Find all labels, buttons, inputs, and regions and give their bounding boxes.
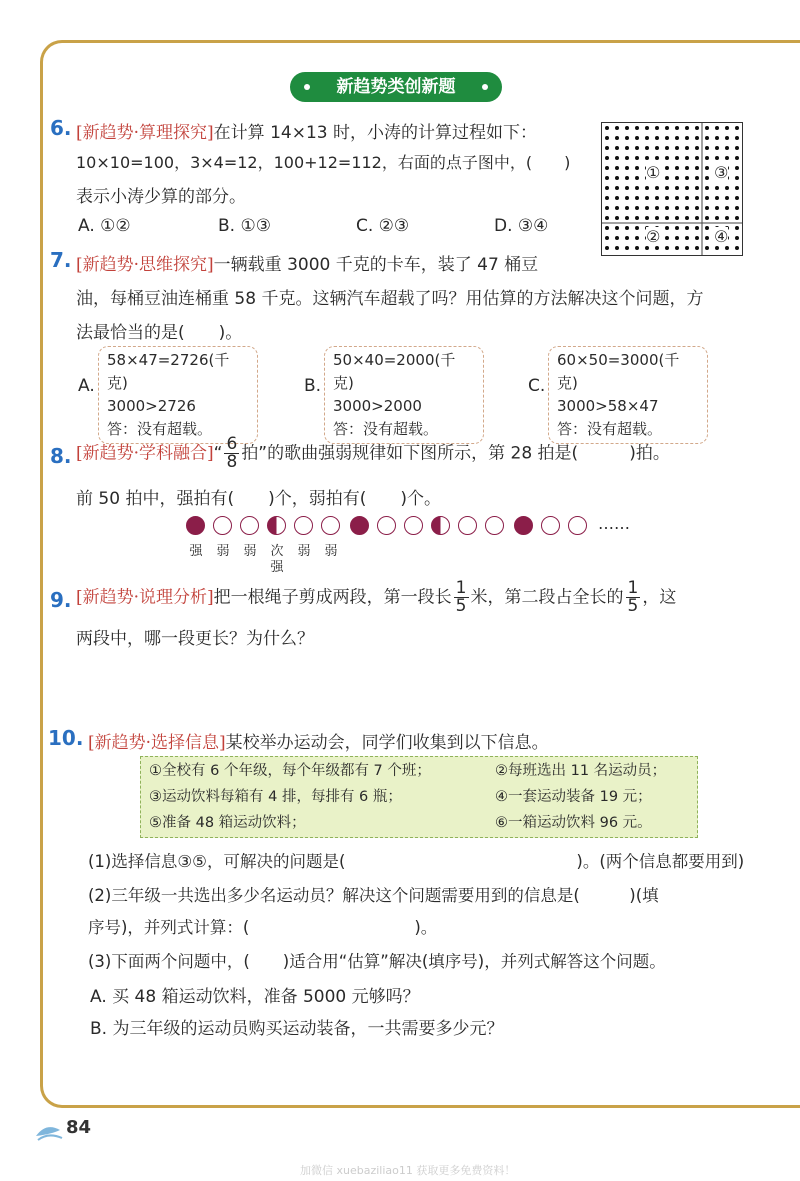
grid-dot (705, 136, 709, 140)
grid-dot (625, 236, 629, 240)
beat-ellipsis: …… (598, 514, 630, 533)
beat-label-4b: 强 (270, 560, 284, 575)
grid-dot (645, 136, 649, 140)
grid-dot (605, 216, 609, 220)
grid-dot (625, 196, 629, 200)
q9-number: 9. (50, 588, 72, 612)
grid-dot (675, 146, 679, 150)
grid-dot (645, 146, 649, 150)
grid-dot (665, 226, 669, 230)
grid-dot (705, 246, 709, 250)
q10-sub2b: 序号)，并列式计算：( )。 (88, 918, 438, 937)
q10-line1 (88, 728, 549, 753)
grid-dot (705, 126, 709, 130)
q9-t1: 把一根绳子剪成两段，第一段长 (213, 587, 452, 608)
grid-label-3: ③ (714, 163, 729, 182)
q7-line1 (76, 250, 538, 275)
banner-title: 新趋势类创新题 (336, 77, 456, 97)
grid-dot (615, 166, 619, 170)
fish-logo-icon (34, 1120, 66, 1142)
grid-dot (695, 146, 699, 150)
beat-label-1: 强 (189, 544, 203, 559)
grid-dot (695, 236, 699, 240)
grid-dot (625, 176, 629, 180)
q8-tag: [新趋势·学科融合] (76, 443, 214, 464)
grid-dot (715, 126, 719, 130)
q9-line2: 两段中，哪一段更长？为什么？ (76, 629, 314, 649)
q8-line2: 前 50 拍中，强拍有( )个，弱拍有( )个。 (76, 489, 441, 509)
grid-dot (705, 216, 709, 220)
grid-dot (685, 146, 689, 150)
grid-dot (665, 186, 669, 190)
grid-dot (685, 206, 689, 210)
beat-6 (321, 516, 340, 535)
grid-dot (605, 126, 609, 130)
q10-tag: [新趋势·选择信息] (88, 733, 226, 753)
q9-t2: 米，第二段占全长的 (470, 587, 624, 608)
grid-dot (625, 216, 629, 220)
q9-tag: [新趋势·说理分析] (76, 587, 214, 608)
grid-dot (715, 156, 719, 160)
grid-dot (655, 136, 659, 140)
grid-dot (615, 176, 619, 180)
grid-dot (655, 126, 659, 130)
grid-dot (665, 126, 669, 130)
beat-12 (485, 516, 504, 535)
grid-dot (715, 136, 719, 140)
grid-dot (635, 136, 639, 140)
grid-dot (725, 186, 729, 190)
grid-dot (695, 156, 699, 160)
grid-dot (725, 156, 729, 160)
q9-f1-den: 5 (455, 596, 467, 616)
beat-label-4: 次 (270, 544, 284, 559)
grid-dot (695, 196, 699, 200)
grid-dot (675, 176, 679, 180)
info-3: ③运动饮料每箱有 4 排，每排有 6 瓶； (149, 789, 402, 805)
q7-line2: 油，每桶豆油连桶重 58 千克。这辆汽车超载了吗？用估算的方法解决这个问题，方 (76, 289, 704, 309)
grid-dot (705, 156, 709, 160)
q8-fraction (224, 436, 239, 471)
grid-dot (685, 186, 689, 190)
q7-option-c-letter: C. (528, 376, 546, 396)
q10-sub3: (3)下面两个问题中，( )适合用“估算”解决(填序号)，并列式解答这个问题。 (88, 952, 666, 971)
beat-label-6: 弱 (324, 544, 338, 559)
grid-dot (675, 196, 679, 200)
page-number: 84 (66, 1117, 92, 1138)
grid-dot (675, 236, 679, 240)
grid-dot (635, 226, 639, 230)
q9-f2-den: 5 (627, 596, 639, 616)
grid-dot (735, 186, 739, 190)
q10-text1: 某校举办运动会，同学们收集到以下信息。 (225, 733, 549, 753)
beat-4 (267, 516, 286, 535)
grid-dot (685, 176, 689, 180)
grid-dot (635, 186, 639, 190)
grid-dot (615, 196, 619, 200)
grid-dot (695, 176, 699, 180)
grid-dot (615, 186, 619, 190)
grid-dot (605, 246, 609, 250)
q6-tag: [新趋势·算理探究] (76, 123, 214, 143)
grid-dot (685, 166, 689, 170)
grid-dot (615, 246, 619, 250)
banner-dot-right (482, 84, 488, 90)
grid-dot (735, 236, 739, 240)
grid-dot (725, 246, 729, 250)
grid-dot (615, 216, 619, 220)
q10-question-a: A. 买 48 箱运动饮料，准备 5000 元够吗？ (90, 987, 420, 1007)
grid-dot (615, 156, 619, 160)
q7-line3: 法最恰当的是( )。 (76, 323, 243, 343)
grid-dot (635, 146, 639, 150)
grid-dot (685, 236, 689, 240)
grid-dot (645, 126, 649, 130)
grid-dot (695, 216, 699, 220)
grid-dot (735, 146, 739, 150)
grid-dot (635, 246, 639, 250)
grid-dot (735, 126, 739, 130)
grid-dot (665, 146, 669, 150)
grid-dot (715, 216, 719, 220)
q7-a-l3: 答：没有超载。 (107, 420, 213, 438)
grid-dot (725, 206, 729, 210)
grid-dot (635, 196, 639, 200)
q9-t3: ，这 (642, 587, 677, 608)
q7-option-c-box (548, 346, 708, 444)
grid-dot (735, 136, 739, 140)
info-2: ②每班选出 11 名运动员； (495, 763, 667, 779)
grid-dot (705, 226, 709, 230)
grid-dot (635, 156, 639, 160)
info-4: ④一套运动装备 19 元； (495, 789, 652, 805)
grid-dot (605, 206, 609, 210)
q9-f1-num: 1 (455, 578, 467, 598)
grid-dot (675, 166, 679, 170)
grid-dot (715, 146, 719, 150)
grid-dot (675, 246, 679, 250)
grid-dot (625, 156, 629, 160)
grid-dot (625, 166, 629, 170)
grid-dot (685, 226, 689, 230)
grid-dot (675, 126, 679, 130)
q8-pre: “ (213, 443, 223, 464)
q8-number: 8. (50, 444, 72, 468)
grid-dot (645, 216, 649, 220)
grid-dot (695, 246, 699, 250)
q7-b-l2: 3000>2000 (333, 397, 422, 415)
grid-dot (635, 126, 639, 130)
grid-dot (665, 236, 669, 240)
grid-dot (615, 146, 619, 150)
grid-dot (665, 156, 669, 160)
grid-dot (695, 226, 699, 230)
q7-b-l3: 答：没有超载。 (333, 420, 439, 438)
grid-dot (735, 216, 739, 220)
q7-option-a-letter: A. (78, 376, 95, 396)
grid-dot (725, 126, 729, 130)
grid-dot (635, 236, 639, 240)
q7-number: 7. (50, 248, 72, 272)
grid-dot (625, 126, 629, 130)
grid-dot (715, 186, 719, 190)
grid-dot (645, 196, 649, 200)
grid-dot (605, 236, 609, 240)
grid-dot (665, 166, 669, 170)
grid-dot (615, 126, 619, 130)
q9-line1 (76, 580, 676, 615)
grid-dot (675, 216, 679, 220)
grid-dot (665, 136, 669, 140)
grid-dot (735, 206, 739, 210)
grid-dot (725, 136, 729, 140)
q6-text1: 在计算 14×13 时，小涛的计算过程如下： (213, 123, 537, 143)
banner-dot-left (304, 84, 310, 90)
beat-label-3: 弱 (243, 544, 257, 559)
grid-dot (705, 146, 709, 150)
grid-dot (695, 136, 699, 140)
grid-dot (605, 196, 609, 200)
q9-fraction-1 (454, 580, 469, 615)
grid-dot (605, 146, 609, 150)
q7-a-l1: 58×47=2726(千克) (107, 351, 230, 392)
q10-question-b: B. 为三年级的运动员购买运动装备，一共需要多少元？ (90, 1019, 504, 1039)
beat-14 (541, 516, 560, 535)
beat-7 (350, 516, 369, 535)
grid-dot (735, 246, 739, 250)
q8-frac-den: 8 (226, 452, 238, 472)
q7-c-l1: 60×50=3000(千克) (557, 351, 680, 392)
beat-5 (294, 516, 313, 535)
grid-dot (705, 186, 709, 190)
grid-dot (635, 216, 639, 220)
q7-c-l3: 答：没有超载。 (557, 420, 663, 438)
grid-dot (705, 166, 709, 170)
grid-dot (725, 146, 729, 150)
dot-diagram (601, 122, 743, 256)
q7-a-l2: 3000>2726 (107, 397, 196, 415)
grid-dot (705, 236, 709, 240)
grid-dot (625, 226, 629, 230)
q7-option-b-letter: B. (304, 376, 322, 396)
grid-dot (675, 226, 679, 230)
q10-sub1: (1)选择信息③⑤，可解决的问题是( )。(两个信息都要用到) (88, 852, 745, 871)
grid-dot (655, 246, 659, 250)
grid-dot (735, 196, 739, 200)
grid-dot (655, 146, 659, 150)
q7-option-a-box (98, 346, 258, 444)
grid-dot (685, 216, 689, 220)
grid-dot (735, 156, 739, 160)
q7-tag: [新趋势·思维探究] (76, 255, 214, 275)
grid-dot (685, 126, 689, 130)
grid-dot (615, 206, 619, 210)
grid-dot (665, 246, 669, 250)
grid-dot (665, 196, 669, 200)
grid-dot (695, 206, 699, 210)
info-6: ⑥一箱运动饮料 96 元。 (495, 815, 652, 831)
beat-11 (458, 516, 477, 535)
grid-dot (625, 136, 629, 140)
grid-dot (655, 186, 659, 190)
beat-label-2: 弱 (216, 544, 230, 559)
grid-dot (675, 136, 679, 140)
grid-dot (625, 246, 629, 250)
grid-dot (635, 206, 639, 210)
beat-1 (186, 516, 205, 535)
grid-dot (605, 136, 609, 140)
grid-dot (625, 186, 629, 190)
grid-dot (675, 156, 679, 160)
grid-label-4: ④ (714, 227, 729, 246)
grid-dot (645, 156, 649, 160)
grid-dot (675, 206, 679, 210)
grid-dot (695, 186, 699, 190)
grid-dot (665, 176, 669, 180)
grid-dot (605, 166, 609, 170)
beat-15 (568, 516, 587, 535)
grid-dot (735, 226, 739, 230)
beat-label-5: 弱 (297, 544, 311, 559)
grid-dot (615, 236, 619, 240)
info-box (140, 756, 698, 838)
q6-option-c: C. ②③ (356, 216, 410, 236)
grid-dot (605, 156, 609, 160)
q6-line3: 表示小涛少算的部分。 (76, 187, 246, 207)
q6-number: 6. (50, 116, 72, 140)
grid-dot (735, 176, 739, 180)
grid-dot (625, 146, 629, 150)
footer-watermark: 加微信 xuebaziliao11 获取更多免费资料！ (300, 1164, 516, 1177)
grid-dot (645, 246, 649, 250)
grid-dot (715, 196, 719, 200)
beat-9 (404, 516, 423, 535)
grid-dot (635, 176, 639, 180)
grid-dot (665, 216, 669, 220)
grid-dot (705, 176, 709, 180)
grid-dot (605, 226, 609, 230)
info-5: ⑤准备 48 箱运动饮料； (149, 815, 306, 831)
q9-fraction-2 (626, 580, 641, 615)
grid-dot (655, 156, 659, 160)
grid-dot (625, 206, 629, 210)
q7-c-l2: 3000>58×47 (557, 397, 659, 415)
grid-dot (605, 176, 609, 180)
grid-dot (715, 206, 719, 210)
q6-option-b: B. ①③ (218, 216, 271, 236)
q7-option-b-box (324, 346, 484, 444)
grid-dot (695, 166, 699, 170)
grid-dot (705, 196, 709, 200)
beat-10 (431, 516, 450, 535)
grid-dot (725, 216, 729, 220)
grid-dot (615, 226, 619, 230)
q6-line2: 10×10=100，3×4=12，100+12=112，右面的点子图中，( ) (76, 153, 571, 172)
grid-label-2: ② (646, 227, 661, 246)
q6-option-d: D. ③④ (494, 216, 549, 236)
grid-dot (685, 246, 689, 250)
q6-line1 (76, 118, 537, 143)
beat-2 (213, 516, 232, 535)
grid-dot (685, 136, 689, 140)
q8-post: 拍”的歌曲强弱规律如下图所示，第 28 拍是( )拍。 (241, 443, 670, 464)
grid-dot (685, 156, 689, 160)
grid-dot (635, 166, 639, 170)
q8-frac-num: 6 (226, 434, 238, 454)
q8-line1 (76, 436, 670, 471)
grid-dot (695, 126, 699, 130)
q6-option-a: A. ①② (78, 216, 131, 236)
grid-dot (645, 186, 649, 190)
grid-dot (735, 166, 739, 170)
q10-number: 10. (48, 726, 84, 750)
grid-dot (675, 186, 679, 190)
grid-dot (715, 246, 719, 250)
grid-dot (655, 216, 659, 220)
q7-text1: 一辆载重 3000 千克的卡车，装了 47 桶豆 (213, 255, 539, 275)
beat-8 (377, 516, 396, 535)
grid-dot (605, 186, 609, 190)
grid-dot (645, 206, 649, 210)
grid-dot (725, 196, 729, 200)
grid-dot (705, 206, 709, 210)
grid-dot (685, 196, 689, 200)
grid-dot (665, 206, 669, 210)
grid-dot (655, 206, 659, 210)
q10-sub2a: (2)三年级一共选出多少名运动员？解决这个问题需要用到的信息是( )(填 (88, 886, 659, 905)
grid-label-1: ① (646, 163, 661, 182)
q9-f2-num: 1 (627, 578, 639, 598)
grid-dot (615, 136, 619, 140)
grid-dot (655, 196, 659, 200)
section-banner (290, 72, 502, 102)
beat-13 (514, 516, 533, 535)
beat-3 (240, 516, 259, 535)
info-1: ①全校有 6 个年级，每个年级都有 7 个班； (149, 763, 431, 779)
q7-b-l1: 50×40=2000(千克) (333, 351, 456, 392)
